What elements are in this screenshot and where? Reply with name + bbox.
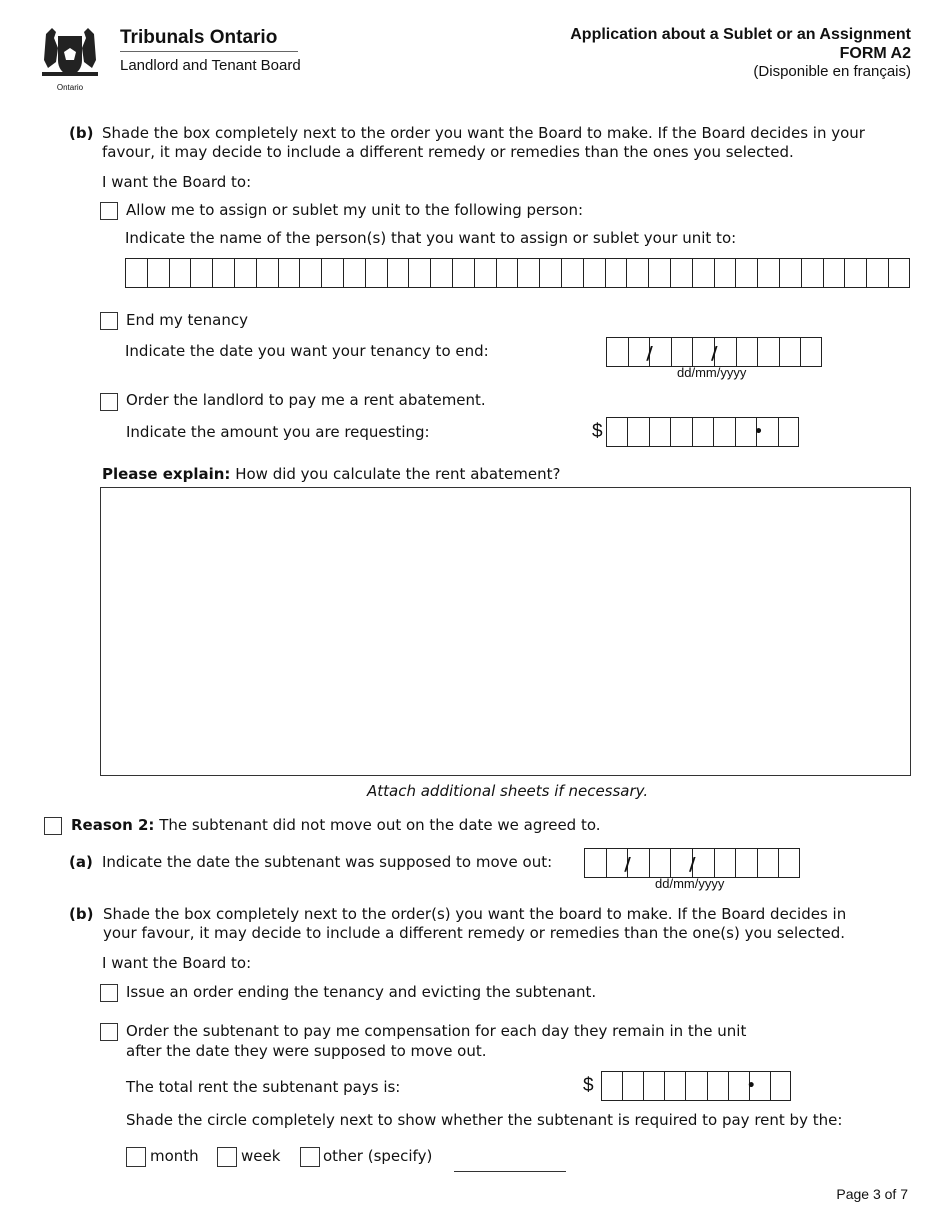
- rent-currency-symbol: $: [583, 1075, 594, 1096]
- input-box-cell[interactable]: [693, 259, 715, 287]
- input-box-cell[interactable]: [607, 338, 629, 366]
- assign-sublet-checkbox[interactable]: [100, 202, 118, 220]
- input-box-cell[interactable]: [650, 418, 671, 446]
- reason2-b-marker: (b): [69, 905, 94, 923]
- input-box-cell[interactable]: [279, 259, 301, 287]
- tenancy-end-date-input[interactable]: [606, 337, 822, 367]
- input-box-cell[interactable]: [562, 259, 584, 287]
- input-box-cell[interactable]: [191, 259, 213, 287]
- input-box-cell[interactable]: [715, 849, 737, 877]
- part-b-instruction-line1: Shade the box completely next to the order you want the Board to make. If the Board decides in your: [102, 124, 865, 142]
- input-box-cell[interactable]: [497, 259, 519, 287]
- input-box-cell[interactable]: [714, 418, 735, 446]
- end-date-format: dd/mm/yyyy: [677, 365, 747, 380]
- rent-period-instruction: Shade the circle completely next to show whether the subtenant is required to pay rent by the:: [126, 1111, 843, 1129]
- input-box-cell[interactable]: [431, 259, 453, 287]
- form-code: FORM A2: [839, 45, 911, 62]
- currency-symbol: $: [592, 421, 603, 442]
- input-box-cell[interactable]: [736, 259, 758, 287]
- input-box-cell[interactable]: [758, 849, 780, 877]
- input-box-cell[interactable]: [584, 259, 606, 287]
- input-box-cell[interactable]: [409, 259, 431, 287]
- input-box-cell[interactable]: [757, 418, 778, 446]
- moveout-date-format: dd/mm/yyyy: [655, 876, 725, 891]
- compensation-label-line1: Order the subtenant to pay me compensation for each day they remain in the unit: [126, 1022, 747, 1040]
- board-name: Landlord and Tenant Board: [120, 57, 301, 74]
- input-box-cell[interactable]: [322, 259, 344, 287]
- period-other-label: other (specify): [323, 1147, 433, 1165]
- input-box-cell[interactable]: [585, 849, 607, 877]
- total-rent-label: The total rent the subtenant pays is:: [126, 1078, 401, 1096]
- input-box-cell[interactable]: [235, 259, 257, 287]
- evict-order-label: Issue an order ending the tenancy and evicting the subtenant.: [126, 983, 597, 1001]
- period-week-checkbox[interactable]: [217, 1147, 237, 1167]
- form-title: Application about a Sublet or an Assignment: [570, 26, 911, 43]
- page-number: Page 3 of 7: [836, 1186, 908, 1202]
- input-box-cell[interactable]: [779, 849, 801, 877]
- input-box-cell[interactable]: [672, 338, 694, 366]
- input-box-cell[interactable]: [453, 259, 475, 287]
- input-box-cell[interactable]: [665, 1072, 686, 1100]
- attach-sheets-note: Attach additional sheets if necessary.: [367, 782, 649, 800]
- reason2-a-text: Indicate the date the subtenant was supposed to move out:: [102, 853, 553, 871]
- input-box-cell[interactable]: [650, 849, 672, 877]
- input-box-cell[interactable]: [344, 259, 366, 287]
- input-box-cell[interactable]: [758, 338, 780, 366]
- reason2-want-label: I want the Board to:: [102, 954, 252, 972]
- moveout-date-input[interactable]: [584, 848, 800, 878]
- input-box-cell[interactable]: [771, 1072, 792, 1100]
- input-box-cell[interactable]: [257, 259, 279, 287]
- input-box-cell[interactable]: [686, 1072, 707, 1100]
- input-box-cell[interactable]: [758, 259, 780, 287]
- assign-name-hint: Indicate the name of the person(s) that you want to assign or sublet your unit to:: [125, 229, 737, 247]
- subtenant-rent-input[interactable]: [601, 1071, 791, 1101]
- input-box-cell[interactable]: [715, 338, 737, 366]
- input-box-cell[interactable]: [649, 259, 671, 287]
- part-b-instruction-line2: favour, it may decide to include a different remedy or remedies than the ones you selected.: [102, 143, 794, 161]
- input-box-cell[interactable]: [126, 259, 148, 287]
- input-box-cell[interactable]: [607, 418, 628, 446]
- end-date-hint: Indicate the date you want your tenancy to end:: [125, 342, 489, 360]
- assign-sublet-label: Allow me to assign or sublet my unit to the following person:: [126, 201, 584, 219]
- input-box-cell[interactable]: [540, 259, 562, 287]
- input-box-cell[interactable]: [366, 259, 388, 287]
- input-box-cell[interactable]: [650, 338, 672, 366]
- period-other-checkbox[interactable]: [300, 1147, 320, 1167]
- period-week-label: week: [241, 1147, 281, 1165]
- compensation-checkbox[interactable]: [100, 1023, 118, 1041]
- part-b-marker: (b): [69, 124, 94, 142]
- input-box-cell[interactable]: [148, 259, 170, 287]
- period-month-checkbox[interactable]: [126, 1147, 146, 1167]
- input-box-cell[interactable]: [671, 259, 693, 287]
- compensation-label-line2: after the date they were supposed to move out.: [126, 1042, 487, 1060]
- input-box-cell[interactable]: [802, 259, 824, 287]
- reason2-checkbox[interactable]: [44, 817, 62, 835]
- input-box-cell[interactable]: [628, 418, 649, 446]
- input-box-cell[interactable]: [867, 259, 889, 287]
- org-name: Tribunals Ontario: [120, 27, 278, 48]
- explanation-textarea[interactable]: [100, 487, 911, 776]
- input-box-cell[interactable]: [644, 1072, 665, 1100]
- input-box-cell[interactable]: [824, 259, 846, 287]
- input-box-cell[interactable]: [213, 259, 235, 287]
- rent-abatement-checkbox[interactable]: [100, 393, 118, 411]
- ontario-coat-of-arms-logo: [36, 24, 104, 94]
- input-box-cell[interactable]: [780, 259, 802, 287]
- input-box-cell[interactable]: [475, 259, 497, 287]
- end-tenancy-label: End my tenancy: [126, 311, 248, 329]
- period-month-label: month: [150, 1147, 199, 1165]
- input-box-cell[interactable]: [750, 1072, 771, 1100]
- input-box-cell[interactable]: [606, 259, 628, 287]
- input-box-cell[interactable]: [693, 418, 714, 446]
- input-box-cell[interactable]: [388, 259, 410, 287]
- input-box-cell[interactable]: [170, 259, 192, 287]
- input-box-cell[interactable]: [889, 259, 911, 287]
- input-box-cell[interactable]: [602, 1072, 623, 1100]
- period-other-specify-line[interactable]: [454, 1171, 566, 1172]
- header-divider: [120, 51, 298, 52]
- input-box-cell[interactable]: [737, 338, 759, 366]
- reason2-b-line1: Shade the box completely next to the order(s) you want the board to make. If the Board decides in: [103, 905, 847, 923]
- input-box-cell[interactable]: [780, 338, 802, 366]
- assignee-name-input[interactable]: [125, 258, 910, 288]
- want-board-label: I want the Board to:: [102, 173, 252, 191]
- input-box-cell[interactable]: [300, 259, 322, 287]
- input-box-cell[interactable]: [693, 849, 715, 877]
- explain-prompt: Please explain: How did you calculate the rent abatement?: [102, 465, 561, 483]
- input-box-cell[interactable]: [715, 259, 737, 287]
- amount-hint: Indicate the amount you are requesting:: [126, 423, 430, 441]
- input-box-cell[interactable]: [708, 1072, 729, 1100]
- input-box-cell[interactable]: [845, 259, 867, 287]
- input-box-cell[interactable]: [518, 259, 540, 287]
- reason2-label: Reason 2: The subtenant did not move out on the date we agreed to.: [71, 816, 601, 834]
- input-box-cell[interactable]: [736, 849, 758, 877]
- svg-text:Ontario: Ontario: [56, 83, 84, 92]
- reason2-a-marker: (a): [69, 853, 93, 871]
- input-box-cell[interactable]: [623, 1072, 644, 1100]
- input-box-cell[interactable]: [779, 418, 800, 446]
- end-tenancy-checkbox[interactable]: [100, 312, 118, 330]
- input-box-cell[interactable]: [627, 259, 649, 287]
- evict-order-checkbox[interactable]: [100, 984, 118, 1002]
- input-box-cell[interactable]: [671, 418, 692, 446]
- input-box-cell[interactable]: [628, 849, 650, 877]
- input-box-cell[interactable]: [801, 338, 823, 366]
- abatement-amount-input[interactable]: [606, 417, 799, 447]
- rent-abatement-label: Order the landlord to pay me a rent abatement.: [126, 391, 486, 409]
- french-note: (Disponible en français): [753, 63, 911, 80]
- reason2-b-line2: your favour, it may decide to include a different remedy or remedies than the one(s) you selected.: [103, 924, 846, 942]
